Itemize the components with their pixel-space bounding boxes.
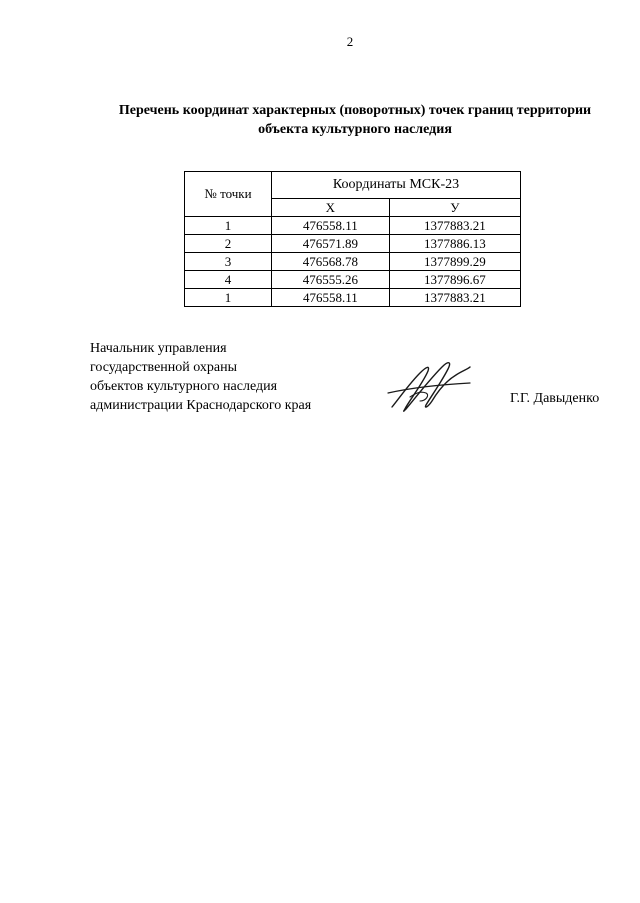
signer-position-line: администрации Краснодарского края bbox=[90, 398, 312, 413]
x-coordinate-cell: 476571.89 bbox=[272, 235, 390, 253]
page-number: 2 bbox=[346, 34, 354, 49]
point-number-cell: 1 bbox=[185, 289, 272, 307]
y-coordinate-cell: 1377883.21 bbox=[389, 217, 520, 235]
title-line-2: объекта культурного наследия bbox=[258, 122, 452, 137]
signer-name: Г.Г. Давыденко bbox=[510, 391, 600, 406]
x-coordinate-cell: 476558.11 bbox=[272, 217, 390, 235]
handwritten-signature bbox=[386, 353, 472, 415]
point-number-header: № точки bbox=[185, 172, 272, 217]
point-number-cell: 4 bbox=[185, 271, 272, 289]
table-row bbox=[185, 217, 521, 235]
point-number-cell: 1 bbox=[185, 217, 272, 235]
y-coordinate-cell: 1377899.29 bbox=[389, 253, 520, 271]
table-row bbox=[185, 289, 521, 307]
signer-position-line: объектов культурного наследия bbox=[90, 379, 278, 394]
coordinates-system-header: Координаты МСК-23 bbox=[272, 172, 521, 199]
x-coordinate-cell: 476568.78 bbox=[272, 253, 390, 271]
y-column-header: У bbox=[389, 199, 520, 217]
point-number-cell: 2 bbox=[185, 235, 272, 253]
signer-position-line: Начальник управления bbox=[90, 341, 227, 356]
title-line-1: Перечень координат характерных (поворотных) точек границ территории bbox=[118, 103, 592, 118]
point-number-cell: 3 bbox=[185, 253, 272, 271]
y-coordinate-cell: 1377896.67 bbox=[389, 271, 520, 289]
y-coordinate-cell: 1377883.21 bbox=[389, 289, 520, 307]
coordinates-table bbox=[184, 171, 521, 307]
signer-position-line: государственной охраны bbox=[90, 360, 238, 375]
x-coordinate-cell: 476555.26 bbox=[272, 271, 390, 289]
x-coordinate-cell: 476558.11 bbox=[272, 289, 390, 307]
table-row bbox=[185, 271, 521, 289]
table-row bbox=[185, 235, 521, 253]
x-column-header: Х bbox=[272, 199, 390, 217]
signer-position bbox=[90, 339, 311, 415]
table-row bbox=[185, 253, 521, 271]
y-coordinate-cell: 1377886.13 bbox=[389, 235, 520, 253]
document-title bbox=[60, 101, 640, 139]
